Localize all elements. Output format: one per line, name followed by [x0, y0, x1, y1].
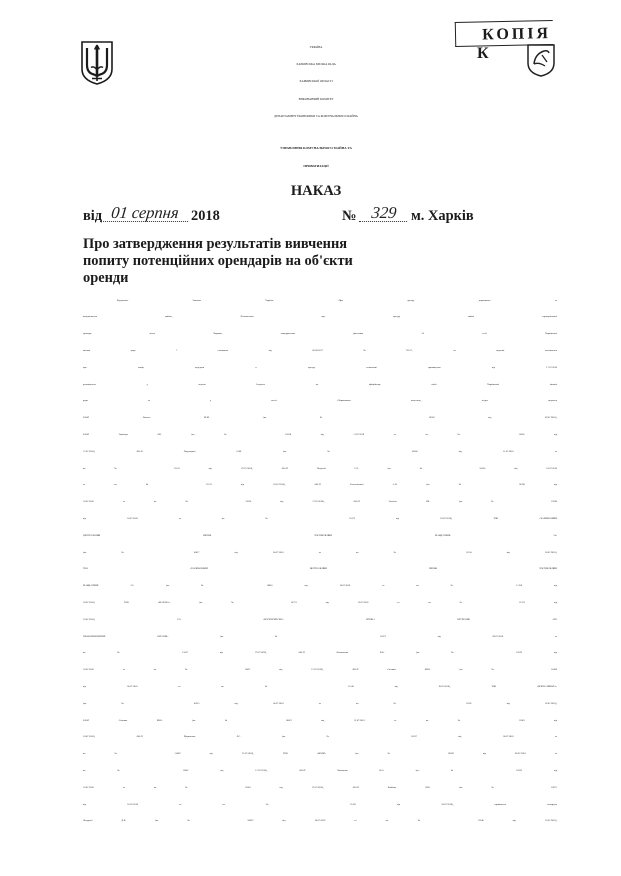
body-line: ради та у газеті «Харьковские известия», згідно звернень: [83, 399, 557, 403]
body-line: (вх.№ 10355 від 10.07.2018 та вх.№ 11102 від 18.07.2018),: [83, 701, 557, 705]
body-line: 17.07.2018), ФО-П Лакунцової О.М. (вх.№ 10560 від 11.07.2018 та: [83, 449, 557, 453]
body-line: ПРАВООХОРОННИХ ОРГАНІВ» (вх.№ 10257 від 09.07.2018 та: [83, 634, 557, 638]
order-city: м. Харків: [411, 208, 474, 224]
body-line: комунального майна», Положенням про оренду майна територіальної: [83, 315, 557, 319]
handwritten-order-number: 329: [359, 204, 409, 222]
document-type: НАКАЗ: [290, 183, 342, 199]
body-line: Чепурної Д.В. (вх.№ 10823 від 16.07.2018 та вх. № 11240 від 19.07.2018),: [83, 819, 557, 823]
body-line: 18.07.2018), ФО-П Мартинова Р.С. (вх.№ 10337 від 10.07.2018 та: [83, 735, 557, 739]
header-country: УКРАЇНА: [309, 45, 323, 49]
body-line: громади міста Харкова, затвердженим рішенням 14 сесії Харківської: [83, 332, 557, 336]
header-executive-committee: ВИКОНАВЧИЙ КОМІТЕТ: [298, 96, 334, 101]
copy-stamp-second-line: К: [477, 45, 489, 62]
body-line: 10.07.2018 та вх.№ 11037 від 17.07.2018), ФО-П Сотника М.Ю. (вх.№ 10438: [83, 668, 557, 672]
subject-line: попиту потенційних орендарів на об'єкти: [83, 252, 353, 269]
body-line: від 16.07.2018 та вх.№ 11072 від 18.07.2018), ТОВ «ХАРКІВСЬКИЙ: [83, 516, 557, 520]
body-line: ФО-П Закаблук М.І. (вх.№ 10538 від 11.07.2018 та вх.№ 11034 від: [83, 432, 557, 436]
body-line: (вх.№ 10817 від 16.07.2018 та вх.№ 11134 від 18.07.2018),: [83, 550, 557, 554]
body-line: 10.07.2018 та вх.№ 11030 від 17.07.2018), ФО-П Зюзгіна І.М. (вх.№ 10788: [83, 500, 557, 504]
body-line: та вх.№ 11153 від 18.07.2018), ФО-П Севостянової А.В. (вх.№ 10338 від: [83, 483, 557, 487]
number-prefix: №: [342, 208, 357, 224]
header-city-council: ХАРКІВСЬКА МІСЬКА РАДА: [296, 62, 336, 67]
issuer-line: ПРИВАТИЗАЦІЇ: [303, 164, 329, 168]
body-line: Керуючись Законом України «Про оренду державного та: [117, 298, 557, 302]
body-line: ФО-П Лютого М.М. (вх.№ 10303 від 09.07.2018),: [83, 416, 557, 420]
body-line: від 10.07.2018 та вх. № 11145 від 18.07.2018), ТОВ «БІЗНЕС-ШКОЛА»: [83, 684, 557, 688]
issuer-line: УПРАВЛІННЯ КОМУНАЛЬНОГО МАЙНА ТА: [280, 146, 352, 150]
body-line: від 16.07.2018 та вх.№ 11185 від 18.07.2018), приватного нотаріуса: [83, 802, 557, 806]
body-line: розміщеного у мережі Інтернет на офіційному сайті Харківської міської: [83, 382, 557, 386]
header-region: ХАРКІВСЬКОЇ ОБЛАСТІ: [299, 79, 333, 84]
body-line: вх.№ 11011 від 17.07.2018), ФО-П Покусай Є.Б. (вх.№ 10324 від 10.07.2018: [83, 466, 557, 470]
order-body: [83, 293, 557, 831]
body-line: вх.№ 11047 від 17.07.2018), ФО-П Чистякова В.О. (вх.№ 10323 від: [83, 768, 557, 772]
body-line: про намір передати в оренду нежитлові приміщення від 17.07.2018: [83, 365, 557, 369]
body-line: міської ради 7 скликання від 20.09.2017 №755/17, на підставі оголошення: [83, 348, 557, 352]
subject-line: Про затвердження результатів вивчення: [83, 235, 348, 252]
body-line: 18.07.2018), ТОВ «МАЕЛЛА» (вх.№ 10731 від 13.07.2018 та вх.№ 11231 від: [83, 600, 557, 604]
order-subject: [83, 236, 383, 287]
body-line: МАЙДАНЧИК 13» (вх.№ 10816 від 16.07.2018 та вх.№ 11128 від: [83, 584, 557, 588]
body-line: вх.№ 11009 від 17.07.2018), ТОВ «КОЛІР» (вх.№ 10309 від 09.07.2018 та: [83, 752, 557, 756]
body-line: ФО-П Сотника М.Ю. (вх.№ 10619 від 12.07.2018 та вх.№ 11149 від: [83, 718, 557, 722]
subject-line: оренди: [83, 269, 129, 286]
body-line: 10.07.2018 та вх.№ 11010 від 17.07.2018), ФО-П Байбака Л.Ю. (вх.№ 10971: [83, 785, 557, 789]
body-line: 19.07.2018), ГО «ВСЕУКРАЇНСЬКА СПІЛКА ВЕТЕРАНІВ АТО: [83, 617, 557, 621]
header-department: ДЕПАРТАМЕНТ ЕКОНОМІКИ ТА КОМУНАЛЬНОГО МАЙНА: [274, 113, 358, 118]
order-year: 2018: [191, 208, 220, 224]
issuer-title: [110, 139, 522, 175]
body-line: вх.№ 11027 від 17.07.2018), ФО-П Філімонова В.Ф. (вх.№ 10322 від: [83, 651, 557, 655]
copy-stamp-text: КОПІЯ: [481, 25, 552, 44]
date-prefix: від: [83, 208, 103, 224]
body-line: ЦЕНТРАЛЬНИЙ РИНОК ТОРГІВЕЛЬНИЙ МАЙДАНЧИК 14»: [83, 533, 557, 537]
document-header: [100, 39, 532, 125]
handwritten-date: 01 серпня: [100, 204, 190, 222]
body-line: ТОВ «ХАРКІВСЬКИЙ ЦЕНТРАЛЬНИЙ РИНОК ТОРГІВЕЛЬНИЙ: [83, 567, 557, 571]
